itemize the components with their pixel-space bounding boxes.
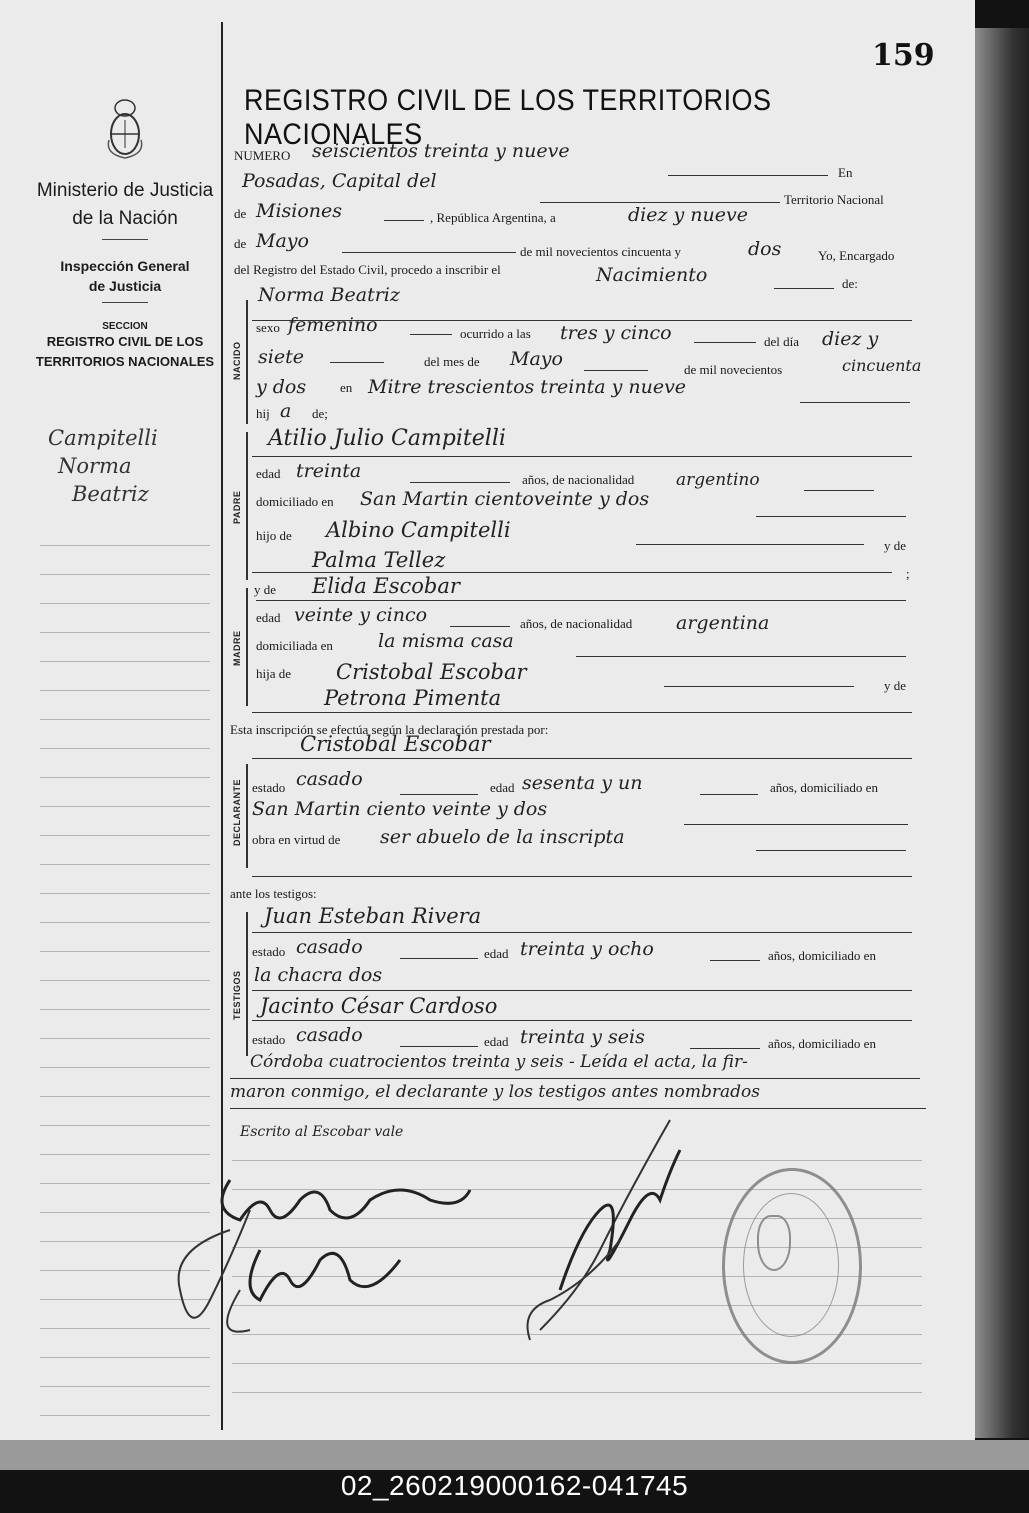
label-yo-encargado: Yo, Encargado xyxy=(818,248,895,263)
label-territorio: Territorio Nacional xyxy=(784,192,884,207)
fill-line xyxy=(252,932,912,933)
field-anio-nac-2: y dos xyxy=(256,376,307,398)
label-republica: , República Argentina, a xyxy=(430,210,556,225)
section-nacido: NACIDO xyxy=(232,341,242,380)
label-domiciliada: domiciliada en xyxy=(256,638,333,653)
ministry-line-2: de la Nación xyxy=(72,208,178,229)
margin-rule xyxy=(40,1096,210,1097)
sidebar-divider xyxy=(102,239,148,240)
label-y-de: y de xyxy=(884,678,907,693)
label-sexo: sexo xyxy=(256,320,280,335)
field-lugar-nac: Mitre trescientos treinta y nueve xyxy=(368,376,687,398)
field-numero: seiscientos treinta y nueve xyxy=(312,140,570,162)
label-estado: estado xyxy=(252,944,286,959)
margin-rule xyxy=(40,980,210,981)
field-decl-estado: casado xyxy=(296,768,363,790)
label-edad: edad xyxy=(256,466,281,481)
field-dia: diez y nueve xyxy=(628,204,749,226)
field-territorio: Misiones xyxy=(256,200,343,222)
label-y-de-2: y de xyxy=(254,582,277,597)
body-rule xyxy=(232,1392,922,1393)
field-padre-nombre: Atilio Julio Campitelli xyxy=(268,426,506,451)
fill-line xyxy=(400,794,478,795)
label-ocurrido: ocurrido a las xyxy=(460,326,531,341)
fill-line xyxy=(710,960,760,961)
fill-line xyxy=(664,686,854,687)
label-anos-dom: años, domiciliado en xyxy=(768,1036,876,1051)
section-brace xyxy=(246,764,248,868)
fill-line xyxy=(342,252,516,253)
label-edad: edad xyxy=(484,946,509,961)
fill-line xyxy=(800,402,910,403)
fill-line xyxy=(400,1046,478,1047)
fill-line xyxy=(410,334,452,335)
field-cierre: maron conmigo, el declarante y los testigos antes nombrados xyxy=(230,1082,760,1102)
label-hij: hij xyxy=(256,406,270,421)
seccion-line-1: REGISTRO CIVIL DE LOS xyxy=(46,334,204,349)
seccion-line-2: TERRITORIOS NACIONALES xyxy=(35,354,215,369)
signature-encargado xyxy=(170,1150,490,1350)
label-edad: edad xyxy=(484,1034,509,1049)
margin-note-line: Norma xyxy=(58,454,132,478)
margin-rule xyxy=(40,951,210,952)
margin-rule xyxy=(40,603,210,604)
fill-line xyxy=(584,370,648,371)
label-domiciliado: domiciliado en xyxy=(256,494,334,509)
label-en: En xyxy=(838,165,853,180)
label-semicolon: ; xyxy=(906,566,910,581)
margin-rule xyxy=(40,574,210,575)
label-de-colon: de: xyxy=(842,276,858,291)
margin-note-line: Campitelli xyxy=(48,426,158,450)
inspeccion-line-2: de Justicia xyxy=(88,278,162,294)
label-esta-inscripcion: Esta inscripción se efectúa según la declaración prestada por: xyxy=(230,722,549,737)
field-hora: tres y cinco xyxy=(560,322,672,344)
field-madre-dom: la misma casa xyxy=(378,630,514,652)
page-number: 159 xyxy=(872,38,935,73)
section-brace xyxy=(246,300,248,424)
section-brace xyxy=(246,588,248,706)
field-padre-hijo-de: Albino Campitelli xyxy=(326,518,511,542)
official-seal xyxy=(722,1168,862,1364)
fill-line xyxy=(252,456,912,457)
seal-ring xyxy=(743,1193,839,1337)
label-estado: estado xyxy=(252,1032,286,1047)
label-anos-dom: años, domiciliado en xyxy=(768,948,876,963)
label-numero: NUMERO xyxy=(234,148,291,163)
fill-line xyxy=(400,958,478,959)
sidebar-header xyxy=(30,92,220,372)
margin-rule xyxy=(40,864,210,865)
field-decl-dom: San Martin ciento veinte y dos xyxy=(252,798,548,820)
field-dia-nac-1: diez y xyxy=(822,328,879,350)
field-anio-nac-1: cincuenta xyxy=(842,356,922,375)
label-de-mil-2: de mil novecientos xyxy=(684,362,783,377)
label-anos-dom: años, domiciliado en xyxy=(770,780,878,795)
label-en-2: en xyxy=(340,380,353,395)
margin-rule xyxy=(40,1009,210,1010)
field-t1-edad: treinta y ocho xyxy=(520,938,654,960)
field-anio: dos xyxy=(748,238,782,260)
margin-rule xyxy=(40,1067,210,1068)
field-t2-dom: Córdoba cuatrocientos treinta y seis - Leída el acta, la fir- xyxy=(250,1052,748,1072)
field-madre-hija-de: Cristobal Escobar xyxy=(336,660,527,684)
field-mes-nac: Mayo xyxy=(510,348,563,370)
margin-rule xyxy=(40,1125,210,1126)
fill-line xyxy=(252,1020,912,1021)
margin-rule xyxy=(40,690,210,691)
label-de: de xyxy=(234,236,247,251)
label-de-colon-2: de; xyxy=(312,406,328,421)
sidebar-divider xyxy=(102,302,148,303)
margin-rule xyxy=(40,719,210,720)
fill-line xyxy=(540,202,780,203)
field-madre-y-de: Petrona Pimenta xyxy=(324,686,502,710)
fill-line xyxy=(804,490,874,491)
seal-emblem-icon xyxy=(757,1215,791,1271)
field-decl-edad: sesenta y un xyxy=(522,772,643,794)
fill-line xyxy=(230,1108,926,1109)
margin-rule xyxy=(40,777,210,778)
fill-line xyxy=(756,516,906,517)
field-nombre: Norma Beatriz xyxy=(258,284,400,306)
field-enmienda: Escrito al Escobar vale xyxy=(240,1124,404,1140)
section-padre: PADRE xyxy=(232,490,242,524)
fill-line xyxy=(684,824,908,825)
field-t2-estado: casado xyxy=(296,1024,363,1046)
field-declarante: Cristobal Escobar xyxy=(300,732,491,756)
field-hij-suffix: a xyxy=(280,400,292,422)
margin-note-line: Beatriz xyxy=(72,482,149,506)
page-title: REGISTRO CIVIL DE LOS TERRITORIOS NACIONALES xyxy=(244,84,772,151)
margin-rule xyxy=(40,922,210,923)
field-madre-edad: veinte y cinco xyxy=(294,604,428,626)
field-t2-nombre: Jacinto César Cardoso xyxy=(260,994,498,1018)
label-y-de: y de xyxy=(884,538,907,553)
margin-rule xyxy=(40,1415,210,1416)
fill-line xyxy=(576,656,906,657)
field-padre-nac: argentino xyxy=(676,470,760,490)
fill-line xyxy=(636,544,864,545)
fill-line xyxy=(756,850,906,851)
label-edad: edad xyxy=(490,780,515,795)
label-obra: obra en virtud de xyxy=(252,832,341,847)
fill-line xyxy=(252,876,912,877)
field-acto: Nacimiento xyxy=(596,264,708,286)
section-declarante: DECLARANTE xyxy=(232,779,242,846)
label-anos-nac: años, de nacionalidad xyxy=(522,472,635,487)
label-ante: ante los testigos: xyxy=(230,886,317,901)
label-del-registro: del Registro del Estado Civil, procedo a inscribir el xyxy=(234,262,501,277)
fill-line xyxy=(256,600,906,601)
field-sexo: femenino xyxy=(288,314,378,336)
fill-line xyxy=(450,626,510,627)
fill-line xyxy=(410,482,510,483)
fill-line xyxy=(252,712,912,713)
fill-line xyxy=(690,1048,760,1049)
section-brace xyxy=(246,912,248,1056)
label-de: de xyxy=(234,206,247,221)
label-hija-de: hija de xyxy=(256,666,292,681)
margin-annotation xyxy=(48,424,158,508)
field-madre-nombre: Elida Escobar xyxy=(312,574,460,598)
margin-rule xyxy=(40,1357,210,1358)
seccion-label: SECCION xyxy=(102,321,148,332)
fill-line xyxy=(384,220,424,221)
field-madre-nac: argentina xyxy=(676,612,770,634)
field-t2-edad: treinta y seis xyxy=(520,1026,645,1048)
label-del-mes: del mes de xyxy=(424,354,480,369)
fill-line xyxy=(694,342,756,343)
signature-declarante xyxy=(500,1110,700,1350)
label-anos-nac: años, de nacionalidad xyxy=(520,616,633,631)
section-testigos: TESTIGOS xyxy=(232,970,242,1020)
margin-rule xyxy=(40,545,210,546)
label-estado: estado xyxy=(252,780,286,795)
book-binding xyxy=(975,28,1029,1438)
fill-line xyxy=(252,758,912,759)
field-padre-edad: treinta xyxy=(296,460,362,482)
ministry-line-1: Ministerio de Justicia xyxy=(36,180,214,201)
field-padre-dom: San Martin cientoveinte y dos xyxy=(360,488,650,510)
margin-rule xyxy=(40,661,210,662)
field-padre-y-de: Palma Tellez xyxy=(312,548,446,572)
margin-rule xyxy=(40,632,210,633)
fill-line xyxy=(230,1078,920,1079)
fill-line xyxy=(252,572,892,573)
field-t1-estado: casado xyxy=(296,936,363,958)
margin-rule xyxy=(40,748,210,749)
label-de-mil: de mil novecientos cincuenta y xyxy=(520,244,682,259)
inspeccion-line-1: Inspección General xyxy=(60,258,190,274)
label-hijo-de: hijo de xyxy=(256,528,292,543)
margin-rule xyxy=(40,806,210,807)
field-dia-nac-2: siete xyxy=(258,346,304,368)
field-t1-dom: la chacra dos xyxy=(254,964,383,986)
coat-of-arms-icon xyxy=(103,92,147,162)
body-rule xyxy=(232,1363,922,1364)
fill-line xyxy=(252,990,912,991)
label-edad: edad xyxy=(256,610,281,625)
label-del-dia: del día xyxy=(764,334,800,349)
fill-line xyxy=(700,794,758,795)
fill-line xyxy=(774,288,834,289)
field-mes: Mayo xyxy=(256,230,309,252)
image-caption: 02_260219000162-041745 xyxy=(340,1470,689,1501)
section-brace xyxy=(246,432,248,580)
margin-rule xyxy=(40,835,210,836)
field-lugar: Posadas, Capital del xyxy=(242,170,437,192)
fill-line xyxy=(668,175,828,176)
fill-line xyxy=(330,362,384,363)
margin-rule xyxy=(40,1038,210,1039)
field-t1-nombre: Juan Esteban Rivera xyxy=(264,904,482,928)
section-madre: MADRE xyxy=(232,630,242,666)
margin-rule xyxy=(40,893,210,894)
field-decl-obra: ser abuelo de la inscripta xyxy=(380,826,625,848)
margin-rule xyxy=(40,1386,210,1387)
